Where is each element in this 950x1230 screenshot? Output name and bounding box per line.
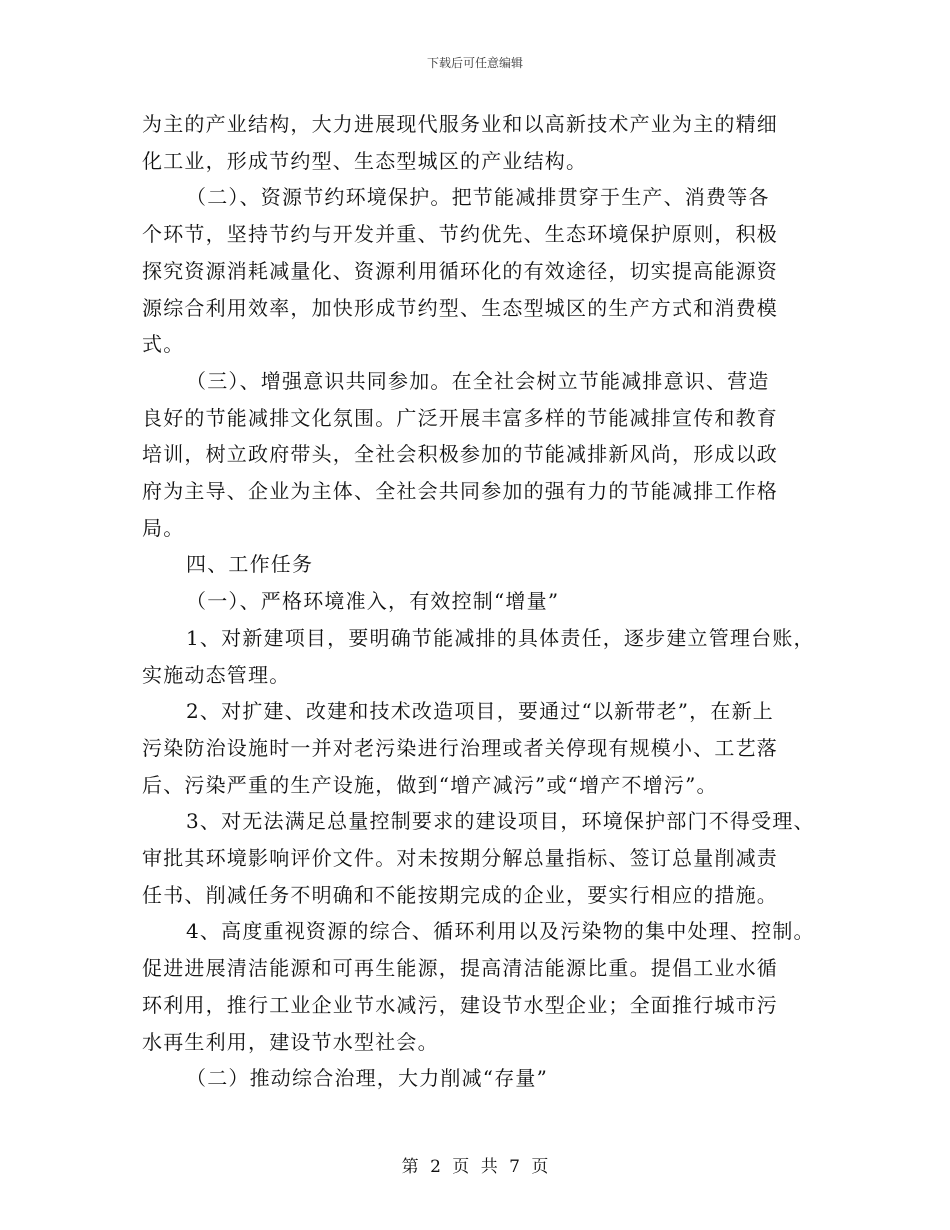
document-body xyxy=(142,106,815,1097)
text-line: （一）、严格环境准入，有效控制“增量” xyxy=(186,589,560,614)
text-line: 任书、削减任务不明确和不能按期完成的企业，要实行相应的措施。 xyxy=(142,882,778,907)
text-line: 府为主导、企业为主体、全社会共同参加的强有力的节能减排工作格 xyxy=(142,479,778,504)
text-line: 促进进展清洁能源和可再生能源，提高清洁能源比重。提倡工业水循 xyxy=(142,956,778,981)
text-line: （三）、增强意识共同参加。在全社会树立节能减排意识、营造 xyxy=(186,368,770,393)
text-line: 环利用，推行工业企业节水减污，建设节水型企业；全面推行城市污 xyxy=(142,992,778,1017)
text-line: 局。 xyxy=(142,515,185,540)
text-line: 源综合利用效率，加快形成节约型、生态型城区的生产方式和消费模 xyxy=(142,295,778,320)
text-line: 个环节，坚持节约与开发并重、节约优先、生态环境保护原则，积极 xyxy=(142,222,778,247)
text-line: 式。 xyxy=(142,332,185,357)
page-header: 下载后可任意编辑 xyxy=(426,56,523,70)
text-line: 为主的产业结构，大力进展现代服务业和以高新技术产业为主的精细 xyxy=(142,112,778,136)
text-line: 实施动态管理。 xyxy=(142,662,291,687)
page-footer: 第 2 页 共 7 页 xyxy=(401,1157,549,1177)
text-line: 3、对无法满足总量控制要求的建设项目，环境保护部门不得受理、 xyxy=(186,809,815,834)
text-line: （二）推动综合治理，大力削减“存量” xyxy=(186,1066,549,1091)
text-line: 四、工作任务 xyxy=(186,552,314,577)
text-line: 良好的节能减排文化氛围。广泛开展丰富多样的节能减排宣传和教育 xyxy=(142,405,778,430)
text-line: 化工业，形成节约型、生态型城区的产业结构。 xyxy=(142,148,588,173)
text-line: 2、对扩建、改建和技术改造项目，要通过“以新带老”，在新上 xyxy=(186,699,774,724)
text-line: 污染防治设施时一并对老污染进行治理或者关停现有规模小、工艺落 xyxy=(142,735,778,760)
text-line: 4、高度重视资源的综合、循环利用以及污染物的集中处理、控制。 xyxy=(186,919,815,944)
text-line: 审批其环境影响评价文件。对未按期分解总量指标、签订总量削减责 xyxy=(142,846,778,871)
text-line: 水再生利用，建设节水型社会。 xyxy=(142,1029,439,1054)
text-line: 探究资源消耗减量化、资源利用循环化的有效途径，切实提高能源资 xyxy=(142,258,778,283)
text-line: 后、污染严重的生产设施，做到“增产减污”或“增产不增污”。 xyxy=(142,772,718,797)
text-line: （二）、资源节约环境保护。把节能减排贯穿于生产、消费等各 xyxy=(186,185,770,210)
text-line: 培训，树立政府带头，全社会积极参加的节能减排新风尚，形成以政 xyxy=(142,442,778,467)
text-line: 1、对新建项目，要明确节能减排的具体责任，逐步建立管理台账， xyxy=(186,625,815,650)
